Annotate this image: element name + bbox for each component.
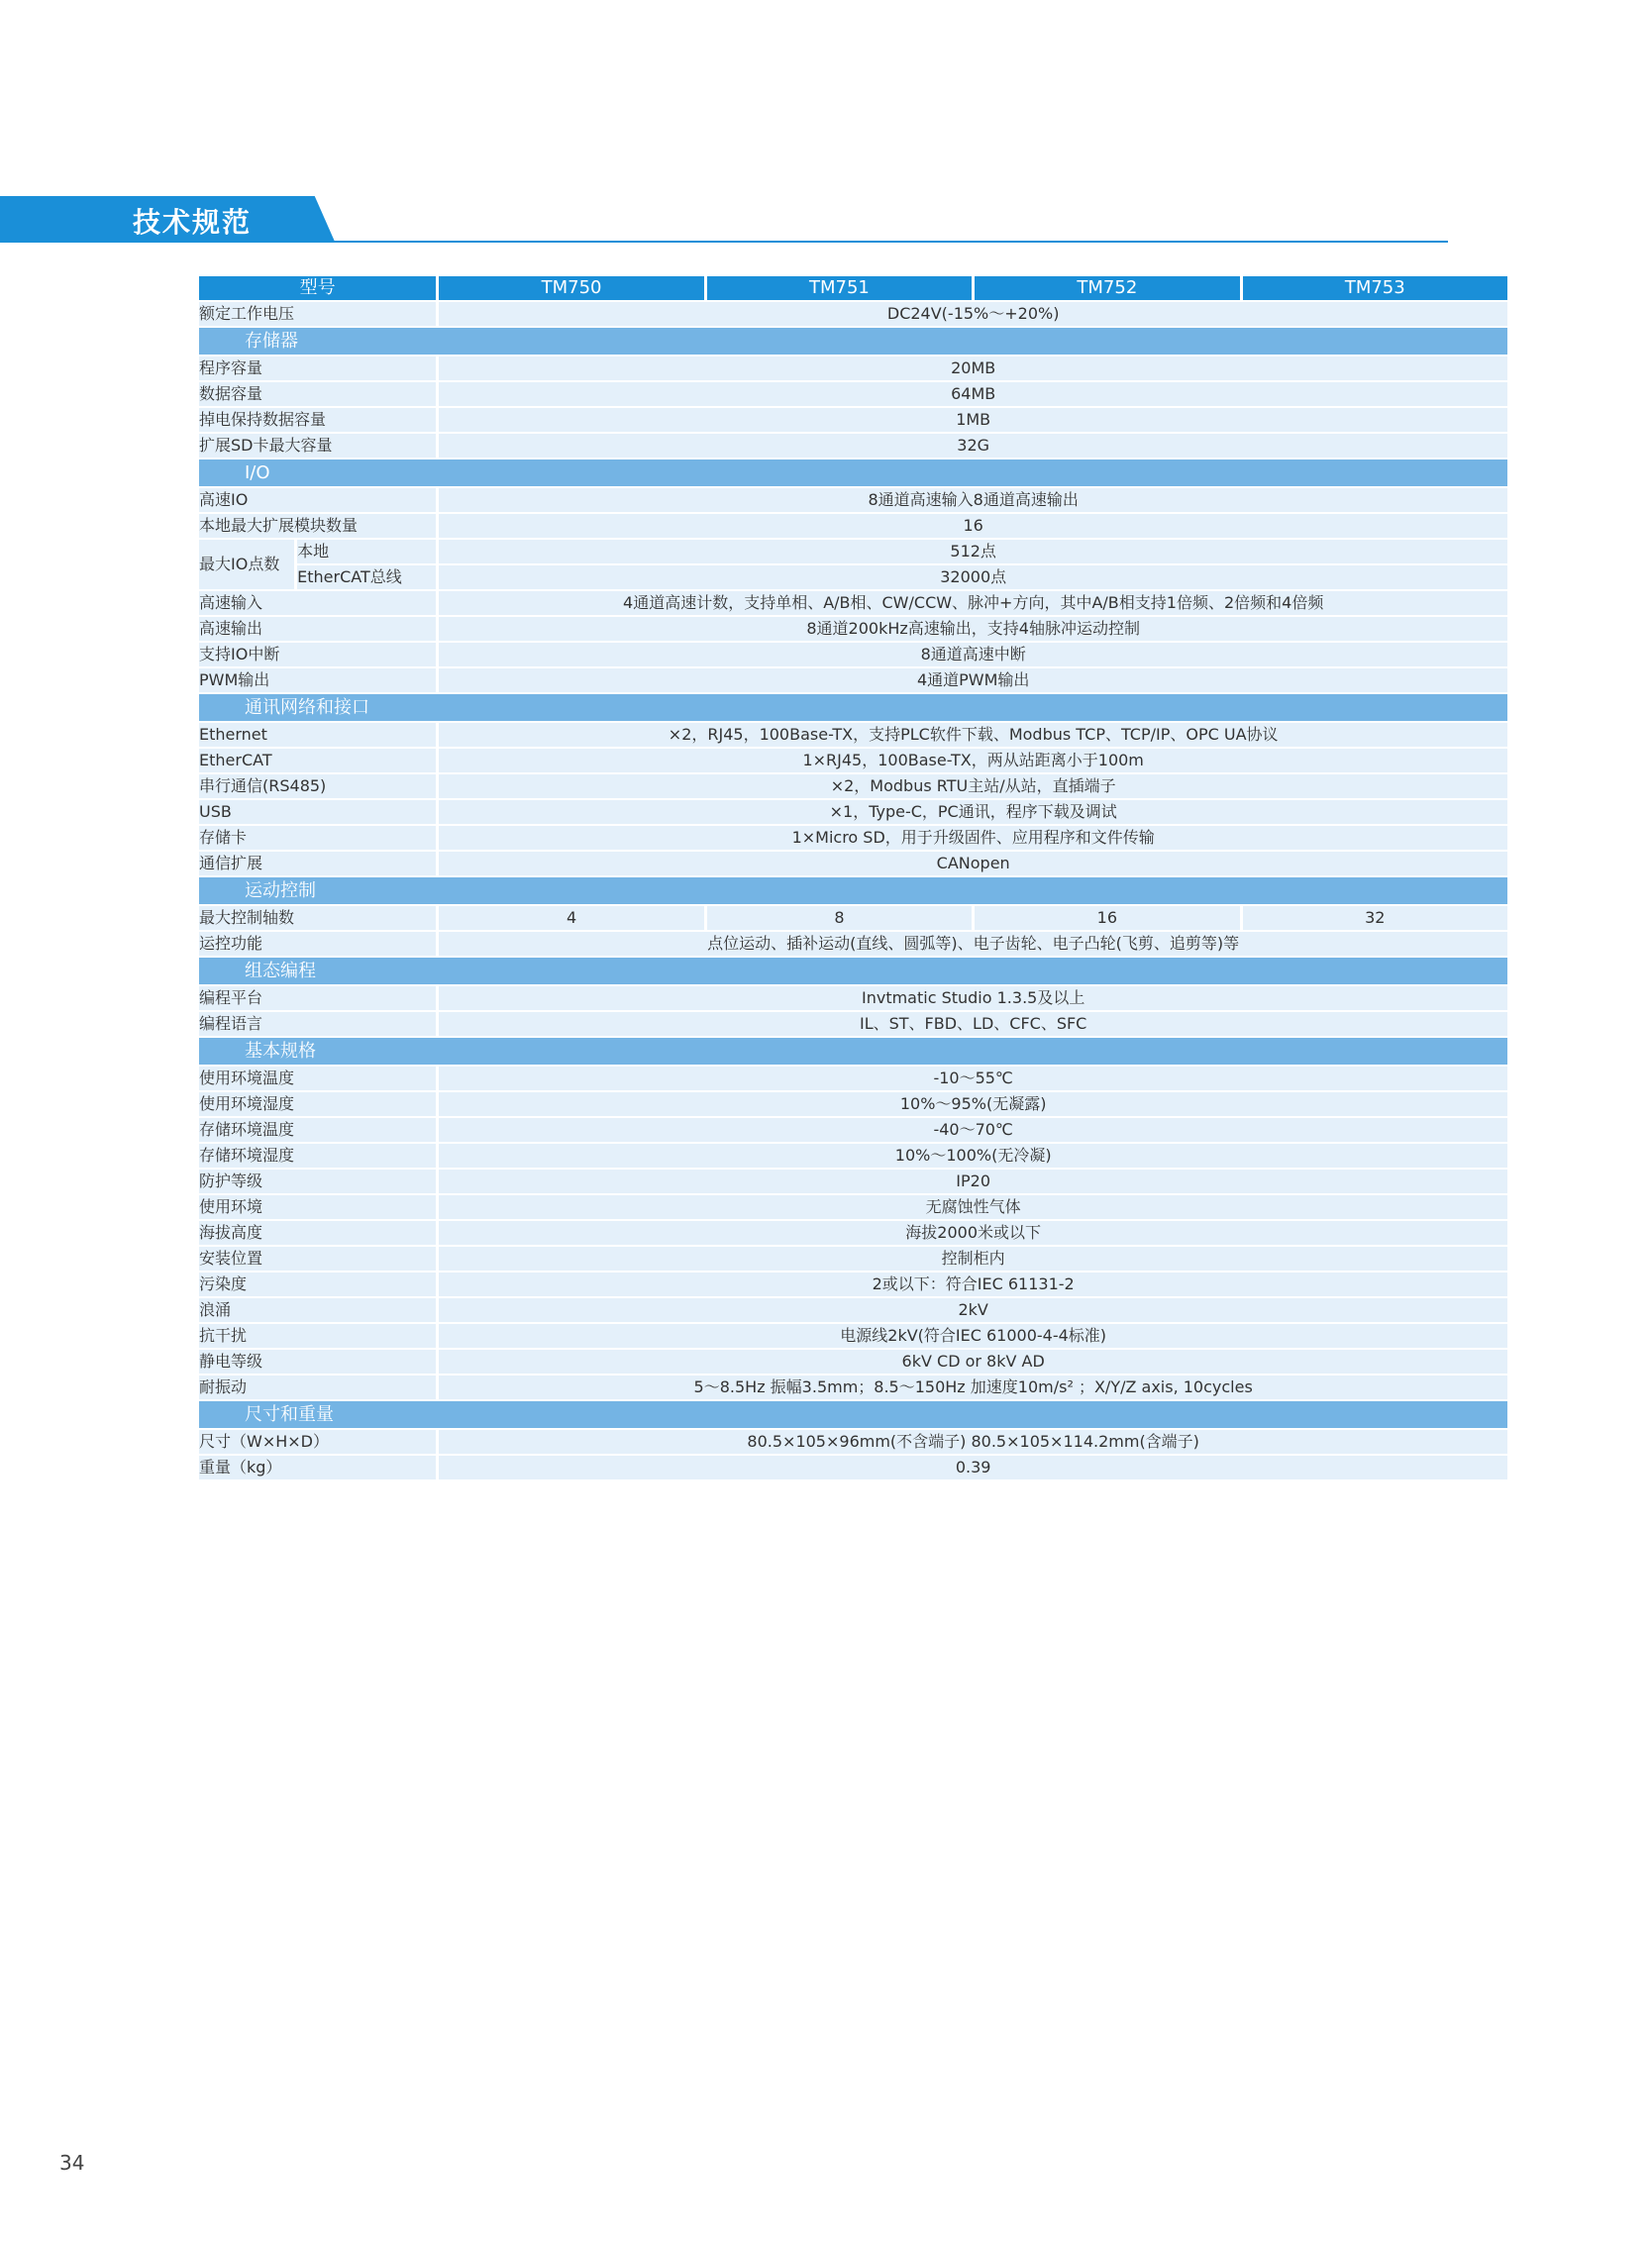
- row-label: 编程语言: [199, 1012, 436, 1036]
- table-row: [199, 1324, 1507, 1348]
- section-label: 存储器: [199, 328, 1507, 355]
- row-value: 32000点: [439, 565, 1507, 589]
- section-label: I/O: [199, 459, 1507, 486]
- row-value: 6kV CD or 8kV AD: [439, 1350, 1507, 1374]
- axes-tm750: 4: [439, 906, 703, 930]
- section-io: [199, 459, 1507, 486]
- row-label: 浪涌: [199, 1298, 436, 1322]
- table-row: [199, 1350, 1507, 1374]
- table-row: [199, 723, 1507, 747]
- row-label: PWM输出: [199, 668, 436, 692]
- table-row: [199, 434, 1507, 458]
- table-row: [199, 852, 1507, 875]
- row-label: 高速输出: [199, 617, 436, 641]
- row-label: 静电等级: [199, 1350, 436, 1374]
- row-label: 程序容量: [199, 357, 436, 380]
- row-value: 8通道高速输入8通道高速输出: [439, 488, 1507, 512]
- section-programming: [199, 958, 1507, 984]
- row-value: 海拔2000米或以下: [439, 1221, 1507, 1245]
- table-row: [199, 932, 1507, 956]
- row-value: 8通道高速中断: [439, 643, 1507, 666]
- section-basic: [199, 1038, 1507, 1065]
- axes-tm752: 16: [975, 906, 1239, 930]
- table-row: [199, 1298, 1507, 1322]
- row-label: 运控功能: [199, 932, 436, 956]
- model-tm751: TM751: [707, 276, 972, 300]
- section-motion: [199, 877, 1507, 904]
- table-row: [199, 906, 1507, 930]
- row-label: 高速IO: [199, 488, 436, 512]
- row-label: 最大控制轴数: [199, 906, 436, 930]
- table-row: [199, 540, 1507, 563]
- table-row: [199, 668, 1507, 692]
- row-value: ×1，Type-C，PC通讯，程序下载及调试: [439, 800, 1507, 824]
- row-label: 重量（kg）: [199, 1456, 436, 1479]
- row-label: 使用环境: [199, 1195, 436, 1219]
- row-label: 海拔高度: [199, 1221, 436, 1245]
- row-label: USB: [199, 800, 436, 824]
- table-row: [199, 488, 1507, 512]
- row-label: 污染度: [199, 1273, 436, 1296]
- section-storage: [199, 328, 1507, 355]
- table-row: [199, 1144, 1507, 1168]
- section-dimensions: [199, 1401, 1507, 1428]
- section-label: 尺寸和重量: [199, 1401, 1507, 1428]
- row-value: 16: [439, 514, 1507, 538]
- row-value: 10%～95%(无凝露): [439, 1092, 1507, 1116]
- row-value: DC24V(-15%～+20%): [439, 302, 1507, 326]
- model-label: 型号: [199, 276, 436, 300]
- section-label: 运动控制: [199, 877, 1507, 904]
- spec-table: [196, 274, 1510, 1481]
- row-value: 控制柜内: [439, 1247, 1507, 1271]
- row-value: Invtmatic Studio 1.3.5及以上: [439, 986, 1507, 1010]
- row-value: 无腐蚀性气体: [439, 1195, 1507, 1219]
- table-row: [199, 591, 1507, 615]
- row-value: 点位运动、插补运动(直线、圆弧等)、电子齿轮、电子凸轮(飞剪、追剪等)等: [439, 932, 1507, 956]
- row-value: 1MB: [439, 408, 1507, 432]
- model-tm750: TM750: [439, 276, 703, 300]
- row-value: 1×RJ45，100Base-TX，两从站距离小于100m: [439, 749, 1507, 772]
- row-label: 存储环境湿度: [199, 1144, 436, 1168]
- table-row: [199, 826, 1507, 850]
- row-value: 0.39: [439, 1456, 1507, 1479]
- row-value: 32G: [439, 434, 1507, 458]
- row-value: -10～55℃: [439, 1067, 1507, 1090]
- row-label: 支持IO中断: [199, 643, 436, 666]
- section-title: 技术规范: [133, 206, 253, 239]
- table-row: [199, 408, 1507, 432]
- table-row: [199, 1376, 1507, 1399]
- table-row: [199, 382, 1507, 406]
- row-label: 编程平台: [199, 986, 436, 1010]
- row-label: 存储环境温度: [199, 1118, 436, 1142]
- section-comm: [199, 694, 1507, 721]
- row-label: 安装位置: [199, 1247, 436, 1271]
- row-label: 额定工作电压: [199, 302, 436, 326]
- row-label: 抗干扰: [199, 1324, 436, 1348]
- row-label: 扩展SD卡最大容量: [199, 434, 436, 458]
- row-value: ×2，RJ45，100Base-TX，支持PLC软件下载、Modbus TCP、TCP/IP、OPC UA协议: [439, 723, 1507, 747]
- row-label: 本地: [297, 540, 436, 563]
- row-label: 串行通信(RS485): [199, 774, 436, 798]
- row-value: 4通道高速计数，支持单相、A/B相、CW/CCW、脉冲+方向，其中A/B相支持1倍频、2倍频和4倍频: [439, 591, 1507, 615]
- row-value: 4通道PWM输出: [439, 668, 1507, 692]
- table-row: [199, 1456, 1507, 1479]
- table-header-row: [199, 276, 1507, 300]
- row-label: 数据容量: [199, 382, 436, 406]
- table-row: [199, 1273, 1507, 1296]
- table-row: [199, 1067, 1507, 1090]
- row-value: 512点: [439, 540, 1507, 563]
- row-value: 10%～100%(无冷凝): [439, 1144, 1507, 1168]
- row-value: 80.5×105×96mm(不含端子) 80.5×105×114.2mm(含端子): [439, 1430, 1507, 1454]
- section-label: 基本规格: [199, 1038, 1507, 1065]
- table-row: [199, 565, 1507, 589]
- table-row: [199, 357, 1507, 380]
- table-row: [199, 302, 1507, 326]
- table-row: [199, 617, 1507, 641]
- section-label: 通讯网络和接口: [199, 694, 1507, 721]
- row-label: 使用环境湿度: [199, 1092, 436, 1116]
- table-row: [199, 1430, 1507, 1454]
- row-value: CANopen: [439, 852, 1507, 875]
- axes-tm753: 32: [1243, 906, 1507, 930]
- table-row: [199, 514, 1507, 538]
- max-io-points-label: 最大IO点数: [199, 540, 294, 589]
- table-row: [199, 1092, 1507, 1116]
- row-value: 1×Micro SD，用于升级固件、应用程序和文件传输: [439, 826, 1507, 850]
- table-row: [199, 774, 1507, 798]
- row-label: 通信扩展: [199, 852, 436, 875]
- row-value: 电源线2kV(符合IEC 61000-4-4标准): [439, 1324, 1507, 1348]
- row-label: 本地最大扩展模块数量: [199, 514, 436, 538]
- row-value: IP20: [439, 1170, 1507, 1193]
- row-label: 掉电保持数据容量: [199, 408, 436, 432]
- header-divider: [0, 241, 1448, 243]
- row-label: 高速输入: [199, 591, 436, 615]
- row-label: 尺寸（W×H×D）: [199, 1430, 436, 1454]
- row-value: 2或以下：符合IEC 61131-2: [439, 1273, 1507, 1296]
- row-value: 20MB: [439, 357, 1507, 380]
- table-row: [199, 749, 1507, 772]
- row-label: 耐振动: [199, 1376, 436, 1399]
- axes-tm751: 8: [707, 906, 972, 930]
- row-label: EtherCAT总线: [297, 565, 436, 589]
- row-value: -40～70℃: [439, 1118, 1507, 1142]
- row-label: 使用环境温度: [199, 1067, 436, 1090]
- table-row: [199, 800, 1507, 824]
- row-label: 存储卡: [199, 826, 436, 850]
- table-row: [199, 1247, 1507, 1271]
- row-value: 64MB: [439, 382, 1507, 406]
- model-tm752: TM752: [975, 276, 1239, 300]
- row-label: Ethernet: [199, 723, 436, 747]
- table-row: [199, 1012, 1507, 1036]
- table-row: [199, 1221, 1507, 1245]
- row-value: 5～8.5Hz 振幅3.5mm；8.5～150Hz 加速度10m/s² ；X/Y/Z axis, 10cycles: [439, 1376, 1507, 1399]
- table-row: [199, 1170, 1507, 1193]
- row-value: 2kV: [439, 1298, 1507, 1322]
- table-row: [199, 1118, 1507, 1142]
- row-value: 8通道200kHz高速输出，支持4轴脉冲运动控制: [439, 617, 1507, 641]
- table-row: [199, 1195, 1507, 1219]
- table-row: [199, 986, 1507, 1010]
- model-tm753: TM753: [1243, 276, 1507, 300]
- row-value: IL、ST、FBD、LD、CFC、SFC: [439, 1012, 1507, 1036]
- section-label: 组态编程: [199, 958, 1507, 984]
- row-value: ×2，Modbus RTU主站/从站，直插端子: [439, 774, 1507, 798]
- page-number: 34: [59, 2151, 85, 2175]
- table-row: [199, 643, 1507, 666]
- row-label: EtherCAT: [199, 749, 436, 772]
- row-label: 防护等级: [199, 1170, 436, 1193]
